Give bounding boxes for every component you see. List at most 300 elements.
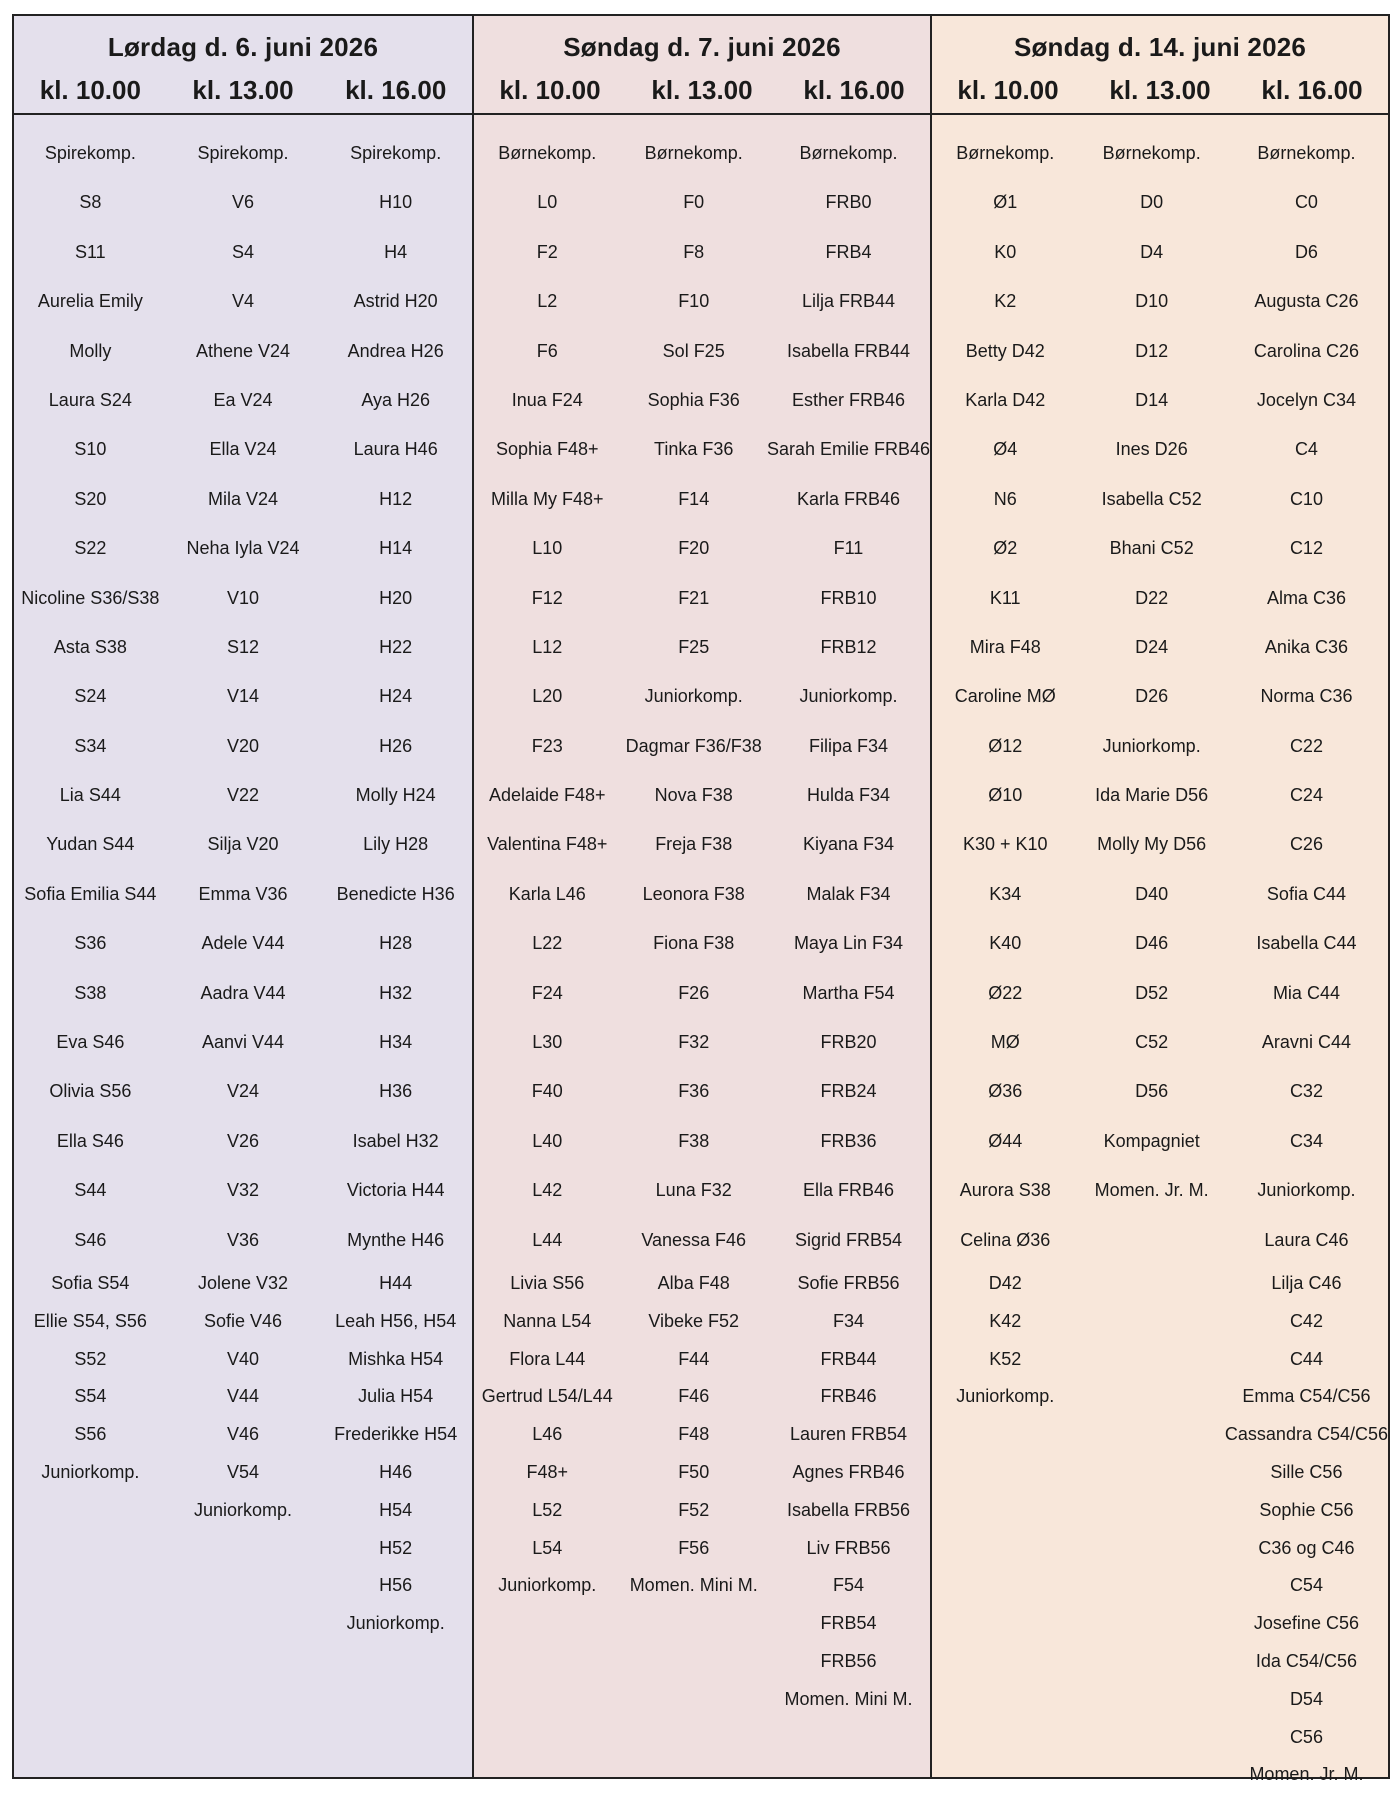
schedule-entry: Spirekomp. xyxy=(44,143,136,163)
schedule-entry: Mynthe H46 xyxy=(347,1229,445,1250)
schedule-entry: Isabella FRB44 xyxy=(786,340,911,361)
schedule-entry: Livia S56 xyxy=(510,1272,585,1293)
schedule-entry: F48+ xyxy=(526,1461,568,1482)
schedule-entry: Sol F25 xyxy=(662,340,725,361)
schedule-entry: D42 xyxy=(988,1272,1022,1293)
schedule-entry: F0 xyxy=(683,192,705,213)
schedule-entry: Juniorkomp. xyxy=(799,686,898,707)
schedule-entry: Molly H24 xyxy=(355,785,436,806)
schedule-entry: L46 xyxy=(532,1424,563,1445)
schedule-entry: Celina Ø36 xyxy=(960,1229,1051,1250)
schedule-entry: Agnes FRB46 xyxy=(792,1461,905,1482)
schedule-entry: Julia H54 xyxy=(358,1386,434,1407)
schedule-entry: Luna F32 xyxy=(655,1180,732,1201)
schedule-column-col-10 xyxy=(932,129,1078,1794)
schedule-entry: Ø36 xyxy=(988,1081,1023,1102)
schedule-entry: H36 xyxy=(379,1081,413,1102)
schedule-entry: H14 xyxy=(379,538,413,559)
schedule-entry: F32 xyxy=(678,1032,710,1053)
schedule-table xyxy=(12,14,1390,1785)
schedule-entry: D54 xyxy=(1289,1688,1323,1709)
schedule-entry: Molly xyxy=(69,340,112,361)
schedule-entry: Nanna L54 xyxy=(503,1310,592,1331)
schedule-entry: Mia C44 xyxy=(1272,982,1340,1003)
schedule-entry: Karla FRB46 xyxy=(796,488,900,509)
schedule-entry: C22 xyxy=(1289,735,1323,756)
schedule-entry: D4 xyxy=(1140,241,1164,262)
schedule-entry: F8 xyxy=(683,241,705,262)
schedule-entry: Frederikke H54 xyxy=(334,1424,458,1445)
schedule-entry: H12 xyxy=(379,488,413,509)
schedule-entry: Athene V24 xyxy=(195,340,291,361)
schedule-column-col-16 xyxy=(767,129,930,1719)
schedule-entry: Isabella C52 xyxy=(1101,488,1202,509)
time-slot-13: kl. 13.00 xyxy=(651,75,753,105)
schedule-entry: Ella V24 xyxy=(209,439,277,460)
day-header xyxy=(932,16,1388,115)
schedule-entry: FRB54 xyxy=(820,1613,877,1634)
schedule-entry: V44 xyxy=(226,1386,260,1407)
schedule-entry: Ø2 xyxy=(993,538,1018,559)
schedule-entry: F26 xyxy=(678,982,710,1003)
schedule-entry: Inua F24 xyxy=(511,389,583,410)
schedule-entry: Sofia C44 xyxy=(1266,883,1346,904)
schedule-entry: L20 xyxy=(532,686,563,707)
schedule-entry: L22 xyxy=(532,933,563,954)
schedule-entry: Isabella C44 xyxy=(1256,933,1357,954)
schedule-entry: Carolina C26 xyxy=(1253,340,1359,361)
schedule-entry: D52 xyxy=(1135,982,1169,1003)
schedule-entry: F48 xyxy=(678,1424,710,1445)
schedule-entry: H32 xyxy=(379,982,413,1003)
schedule-entry: F2 xyxy=(536,241,558,262)
schedule-entry: Ines D26 xyxy=(1115,439,1188,460)
schedule-entry: Laura C46 xyxy=(1264,1229,1349,1250)
schedule-entry: Ella FRB46 xyxy=(802,1180,894,1201)
schedule-entry: MØ xyxy=(990,1032,1020,1053)
schedule-entry: C32 xyxy=(1289,1081,1323,1102)
schedule-entry: Juniorkomp. xyxy=(1102,735,1201,756)
schedule-entry: Sophie C56 xyxy=(1259,1499,1354,1520)
schedule-entry: Olivia S56 xyxy=(49,1081,132,1102)
schedule-entry: H52 xyxy=(379,1537,413,1558)
schedule-entry: Dagmar F36/F38 xyxy=(625,735,762,756)
schedule-entry: Kompagniet xyxy=(1103,1130,1200,1151)
time-slot-16: kl. 16.00 xyxy=(1261,75,1363,105)
schedule-entry: F50 xyxy=(678,1461,710,1482)
schedule-entry: C44 xyxy=(1289,1348,1323,1369)
schedule-entry: Emma V36 xyxy=(198,883,288,904)
schedule-entry: Jolene V32 xyxy=(197,1272,289,1293)
schedule-entry: D12 xyxy=(1135,340,1169,361)
schedule-entry: FRB46 xyxy=(820,1386,877,1407)
schedule-entry: Kiyana F34 xyxy=(802,834,894,855)
schedule-entry: Ø44 xyxy=(988,1130,1023,1151)
schedule-entry: Juniorkomp. xyxy=(1257,1180,1356,1201)
schedule-entry: H22 xyxy=(379,636,413,657)
schedule-entry: Eva S46 xyxy=(56,1032,125,1053)
schedule-entry: V4 xyxy=(231,291,255,312)
schedule-entry: D24 xyxy=(1135,636,1169,657)
schedule-entry: Valentina F48+ xyxy=(487,834,608,855)
schedule-entry: Bhani C52 xyxy=(1109,538,1194,559)
schedule-entry: S38 xyxy=(74,982,107,1003)
schedule-entry: C36 og C46 xyxy=(1258,1537,1355,1558)
schedule-entry: D26 xyxy=(1135,686,1169,707)
schedule-entry: H10 xyxy=(379,192,413,213)
time-slot-16: kl. 16.00 xyxy=(803,75,905,105)
schedule-entry: D22 xyxy=(1135,587,1169,608)
schedule-entry: Spirekomp. xyxy=(197,143,289,163)
schedule-entry: S46 xyxy=(74,1229,107,1250)
schedule-entry: K11 xyxy=(989,587,1021,608)
schedule-column-col-13 xyxy=(167,129,320,1643)
schedule-entry: L0 xyxy=(537,192,558,213)
schedule-entry: F11 xyxy=(833,538,864,559)
time-row xyxy=(474,70,930,113)
schedule-entry: C12 xyxy=(1289,538,1323,559)
schedule-entry: FRB4 xyxy=(825,241,872,262)
schedule-entry: V32 xyxy=(226,1180,260,1201)
schedule-entry: F44 xyxy=(678,1348,710,1369)
schedule-entry: S12 xyxy=(226,636,260,657)
schedule-entry: Ida Marie D56 xyxy=(1095,785,1209,806)
schedule-entry: F25 xyxy=(678,636,710,657)
schedule-entry: F46 xyxy=(678,1386,710,1407)
schedule-entry: D14 xyxy=(1135,389,1169,410)
schedule-entry: Emma C54/C56 xyxy=(1242,1386,1371,1407)
schedule-entry: Ø1 xyxy=(993,192,1018,213)
schedule-entry: Spirekomp. xyxy=(350,143,442,163)
day-header xyxy=(14,16,472,115)
schedule-entry: Astrid H20 xyxy=(353,291,438,312)
schedule-entry: Sofie FRB56 xyxy=(797,1272,900,1293)
schedule-column-col-16 xyxy=(319,129,472,1643)
schedule-entry: Sarah Emilie FRB46 xyxy=(766,439,931,460)
schedule-entry: Juniorkomp. xyxy=(644,686,743,707)
schedule-entry: C54 xyxy=(1289,1575,1323,1596)
schedule-entry: C0 xyxy=(1294,192,1318,213)
schedule-entry: Juniorkomp. xyxy=(346,1613,445,1634)
schedule-entry: H44 xyxy=(379,1272,413,1293)
schedule-entry: Hulda F34 xyxy=(806,785,890,806)
schedule-entry: Mira F48 xyxy=(969,636,1041,657)
schedule-entry: F40 xyxy=(531,1081,563,1102)
schedule-entry: Milla My F48+ xyxy=(490,488,604,509)
schedule-column-col-13 xyxy=(1078,129,1224,1794)
schedule-entry: Adele V44 xyxy=(201,933,285,954)
schedule-entry: Augusta C26 xyxy=(1254,291,1359,312)
schedule-entry: Sophia F36 xyxy=(647,389,740,410)
schedule-entry: K30 + K10 xyxy=(962,834,1048,855)
schedule-entry: S24 xyxy=(74,686,107,707)
schedule-entry: Andrea H26 xyxy=(347,340,444,361)
schedule-entry: Børnekomp. xyxy=(1257,143,1356,163)
schedule-entry: Lily H28 xyxy=(363,834,429,855)
schedule-entry: Sophia F48+ xyxy=(495,439,599,460)
schedule-entry: S54 xyxy=(74,1386,107,1407)
schedule-entry: V6 xyxy=(231,192,255,213)
schedule-entry: Josefine C56 xyxy=(1253,1613,1359,1634)
schedule-column-col-16 xyxy=(1225,129,1388,1794)
schedule-entry: K52 xyxy=(989,1348,1022,1369)
schedule-entry: Lauren FRB54 xyxy=(789,1424,908,1445)
schedule-entry: H54 xyxy=(379,1499,413,1520)
schedule-entry: K42 xyxy=(989,1310,1022,1331)
schedule-entry: Aya H26 xyxy=(361,389,431,410)
schedule-entry: Maya Lin F34 xyxy=(793,933,903,954)
schedule-entry: Juniorkomp. xyxy=(956,1386,1055,1407)
schedule-entry: Lilja C46 xyxy=(1271,1272,1342,1293)
schedule-entry: Børnekomp. xyxy=(1102,143,1201,163)
schedule-entry: V24 xyxy=(226,1081,260,1102)
schedule-entry: Børnekomp. xyxy=(498,143,597,163)
schedule-entry: H46 xyxy=(379,1461,413,1482)
schedule-entry: K0 xyxy=(994,241,1017,262)
schedule-entry: Sigrid FRB54 xyxy=(794,1229,902,1250)
schedule-entry: L52 xyxy=(532,1499,563,1520)
schedule-entry: D10 xyxy=(1135,291,1169,312)
day-columns xyxy=(14,115,472,1643)
schedule-entry: Aadra V44 xyxy=(200,982,286,1003)
schedule-entry: Aurelia Emily xyxy=(37,291,143,312)
time-slot-13: kl. 13.00 xyxy=(1109,75,1211,105)
time-slot-10: kl. 10.00 xyxy=(957,75,1059,105)
schedule-entry: Fiona F38 xyxy=(653,933,735,954)
schedule-entry: Leonora F38 xyxy=(642,883,745,904)
schedule-entry: H20 xyxy=(379,587,413,608)
schedule-entry: Adelaide F48+ xyxy=(488,785,606,806)
schedule-entry: F23 xyxy=(531,735,563,756)
schedule-entry: L54 xyxy=(532,1537,563,1558)
schedule-entry: Momen. Mini M. xyxy=(784,1688,913,1709)
day-saturday-6-june xyxy=(14,16,472,1777)
schedule-entry: H56 xyxy=(379,1575,413,1596)
schedule-entry: S20 xyxy=(74,488,107,509)
schedule-entry: Norma C36 xyxy=(1260,686,1353,707)
schedule-entry: Vibeke F52 xyxy=(648,1310,740,1331)
schedule-entry: S36 xyxy=(74,933,107,954)
schedule-entry: V36 xyxy=(226,1229,260,1250)
schedule-entry: S10 xyxy=(74,439,107,460)
schedule-entry: Mila V24 xyxy=(207,488,279,509)
schedule-entry: Isabella FRB56 xyxy=(786,1499,911,1520)
schedule-entry: Karla D42 xyxy=(965,389,1046,410)
schedule-entry: Ellie S54, S56 xyxy=(33,1310,147,1331)
schedule-entry: D56 xyxy=(1135,1081,1169,1102)
schedule-column-col-10 xyxy=(474,129,620,1719)
schedule-entry: Benedicte H36 xyxy=(336,883,455,904)
schedule-entry: Silja V20 xyxy=(207,834,279,855)
schedule-entry: Laura H46 xyxy=(353,439,438,460)
schedule-entry: F34 xyxy=(832,1310,864,1331)
time-row xyxy=(14,70,472,113)
schedule-entry: Ø12 xyxy=(988,735,1023,756)
schedule-entry: C10 xyxy=(1289,488,1323,509)
schedule-entry: V22 xyxy=(226,785,260,806)
schedule-entry: S4 xyxy=(231,241,255,262)
schedule-entry: N6 xyxy=(993,488,1017,509)
schedule-entry: Asta S38 xyxy=(53,636,127,657)
schedule-entry: V40 xyxy=(226,1348,260,1369)
schedule-entry: V14 xyxy=(226,686,260,707)
schedule-entry: L30 xyxy=(532,1032,563,1053)
day-header xyxy=(474,16,930,115)
schedule-entry: Juniorkomp. xyxy=(193,1499,293,1520)
schedule-entry: Filipa F34 xyxy=(808,735,888,756)
schedule-entry: Mishka H54 xyxy=(348,1348,444,1369)
schedule-entry: V54 xyxy=(226,1461,260,1482)
schedule-entry: Nicoline S36/S38 xyxy=(21,587,160,608)
schedule-entry: S56 xyxy=(74,1424,107,1445)
schedule-entry: F36 xyxy=(678,1081,710,1102)
schedule-entry: Vanessa F46 xyxy=(641,1229,747,1250)
schedule-entry: Freja F38 xyxy=(655,834,733,855)
time-slot-10: kl. 10.00 xyxy=(499,75,601,105)
day-sunday-14-june xyxy=(930,16,1388,1785)
schedule-entry: V20 xyxy=(226,735,260,756)
schedule-entry: L42 xyxy=(532,1180,563,1201)
schedule-entry: D0 xyxy=(1140,192,1164,213)
schedule-entry: FRB56 xyxy=(820,1650,877,1671)
time-slot-16: kl. 16.00 xyxy=(345,75,447,105)
schedule-entry: FRB10 xyxy=(820,587,877,608)
schedule-entry: Børnekomp. xyxy=(956,143,1055,163)
schedule-entry: Laura S24 xyxy=(48,389,132,410)
day-columns xyxy=(474,115,930,1719)
schedule-entry: Sofie V46 xyxy=(203,1310,283,1331)
schedule-entry: Molly My D56 xyxy=(1097,834,1207,855)
schedule-entry: Caroline MØ xyxy=(954,686,1056,707)
schedule-entry: Liv FRB56 xyxy=(806,1537,891,1558)
schedule-entry: L40 xyxy=(532,1130,563,1151)
schedule-entry: Malak F34 xyxy=(806,883,891,904)
schedule-entry: F14 xyxy=(678,488,710,509)
day-title: Søndag d. 7. juni 2026 xyxy=(563,32,841,62)
schedule-entry: Alba F48 xyxy=(657,1272,730,1293)
schedule-entry: C34 xyxy=(1289,1130,1323,1151)
schedule-entry: Juniorkomp. xyxy=(498,1575,597,1596)
schedule-entry: H26 xyxy=(379,735,413,756)
schedule-entry: Ø10 xyxy=(988,785,1023,806)
schedule-entry: L12 xyxy=(532,636,563,657)
schedule-entry: Leah H56, H54 xyxy=(335,1310,457,1331)
schedule-entry: C24 xyxy=(1289,785,1323,806)
schedule-entry: Betty D42 xyxy=(965,340,1045,361)
schedule-entry: V10 xyxy=(226,587,260,608)
schedule-entry: F21 xyxy=(678,587,710,608)
schedule-entry: Flora L44 xyxy=(509,1348,586,1369)
schedule-entry: S11 xyxy=(74,241,106,262)
schedule-entry: Isabel H32 xyxy=(352,1130,439,1151)
schedule-entry: H34 xyxy=(379,1032,413,1053)
schedule-entry: C4 xyxy=(1294,439,1318,460)
schedule-entry: D46 xyxy=(1135,933,1169,954)
schedule-entry: C56 xyxy=(1289,1726,1323,1747)
schedule-entry: FRB44 xyxy=(820,1348,877,1369)
schedule-entry: F54 xyxy=(832,1575,864,1596)
schedule-entry: Juniorkomp. xyxy=(41,1461,140,1482)
schedule-entry: H28 xyxy=(379,933,413,954)
schedule-entry: V46 xyxy=(226,1424,260,1445)
schedule-entry: Lilja FRB44 xyxy=(801,291,895,312)
schedule-entry: S22 xyxy=(74,538,107,559)
schedule-column-col-13 xyxy=(620,129,766,1719)
schedule-entry: S52 xyxy=(74,1348,107,1369)
schedule-entry: FRB0 xyxy=(825,192,872,213)
schedule-entry: Momen. Mini M. xyxy=(629,1575,758,1596)
schedule-entry: Lia S44 xyxy=(59,785,121,806)
day-title: Søndag d. 14. juni 2026 xyxy=(1013,32,1307,62)
schedule-entry: FRB24 xyxy=(820,1081,877,1102)
schedule-entry: Ø4 xyxy=(993,439,1018,460)
schedule-entry: K34 xyxy=(989,883,1022,904)
schedule-entry: Esther FRB46 xyxy=(791,389,905,410)
schedule-entry: Anika C36 xyxy=(1264,636,1348,657)
schedule-entry: Børnekomp. xyxy=(644,143,743,163)
schedule-entry: C42 xyxy=(1289,1310,1323,1331)
schedule-entry: F52 xyxy=(678,1499,710,1520)
schedule-entry: Victoria H44 xyxy=(346,1180,445,1201)
schedule-entry: L2 xyxy=(537,291,558,312)
schedule-entry: Ø22 xyxy=(988,982,1023,1003)
schedule-entry: Ella S46 xyxy=(56,1130,124,1151)
schedule-entry: H24 xyxy=(379,686,413,707)
schedule-entry: F38 xyxy=(678,1130,710,1151)
schedule-entry: C26 xyxy=(1289,834,1323,855)
schedule-entry: Sofia Emilia S44 xyxy=(24,883,157,904)
schedule-entry: Nova F38 xyxy=(654,785,733,806)
time-slot-10: kl. 10.00 xyxy=(39,75,141,105)
schedule-entry: F24 xyxy=(531,982,563,1003)
schedule-entry: L10 xyxy=(532,538,563,559)
schedule-column-col-10 xyxy=(14,129,167,1643)
schedule-entry: Martha F54 xyxy=(802,982,895,1003)
schedule-entry: D40 xyxy=(1135,883,1169,904)
schedule-entry: Momen. Jr. M. xyxy=(1249,1764,1364,1785)
schedule-entry: Ida C54/C56 xyxy=(1255,1650,1357,1671)
schedule-entry: Aurora S38 xyxy=(959,1180,1051,1201)
schedule-entry: FRB36 xyxy=(820,1130,877,1151)
schedule-entry: F12 xyxy=(531,587,563,608)
schedule-entry: H4 xyxy=(384,241,408,262)
schedule-entry: Sille C56 xyxy=(1270,1461,1343,1482)
schedule-entry: D6 xyxy=(1294,241,1318,262)
schedule-entry: Cassandra C54/C56 xyxy=(1224,1424,1388,1445)
schedule-entry: Jocelyn C34 xyxy=(1256,389,1356,410)
schedule-entry: Børnekomp. xyxy=(799,143,898,163)
schedule-entry: C52 xyxy=(1135,1032,1169,1053)
day-sunday-7-june xyxy=(472,16,930,1777)
schedule-entry: S34 xyxy=(74,735,107,756)
schedule-entry: F10 xyxy=(678,291,710,312)
schedule-entry: Neha Iyla V24 xyxy=(186,538,300,559)
schedule-entry: Aanvi V44 xyxy=(201,1032,285,1053)
day-title: Lørdag d. 6. juni 2026 xyxy=(107,32,379,62)
schedule-entry: F56 xyxy=(678,1537,710,1558)
schedule-entry: Aravni C44 xyxy=(1261,1032,1351,1053)
day-columns xyxy=(932,115,1388,1794)
schedule-entry: Ea V24 xyxy=(213,389,273,410)
schedule-entry: S8 xyxy=(79,192,102,213)
schedule-entry: F20 xyxy=(678,538,710,559)
schedule-entry: L44 xyxy=(532,1229,563,1250)
schedule-entry: V26 xyxy=(226,1130,260,1151)
schedule-entry: Karla L46 xyxy=(508,883,586,904)
schedule-entry: K40 xyxy=(989,933,1022,954)
time-slot-13: kl. 13.00 xyxy=(192,75,294,105)
time-row xyxy=(932,70,1388,113)
